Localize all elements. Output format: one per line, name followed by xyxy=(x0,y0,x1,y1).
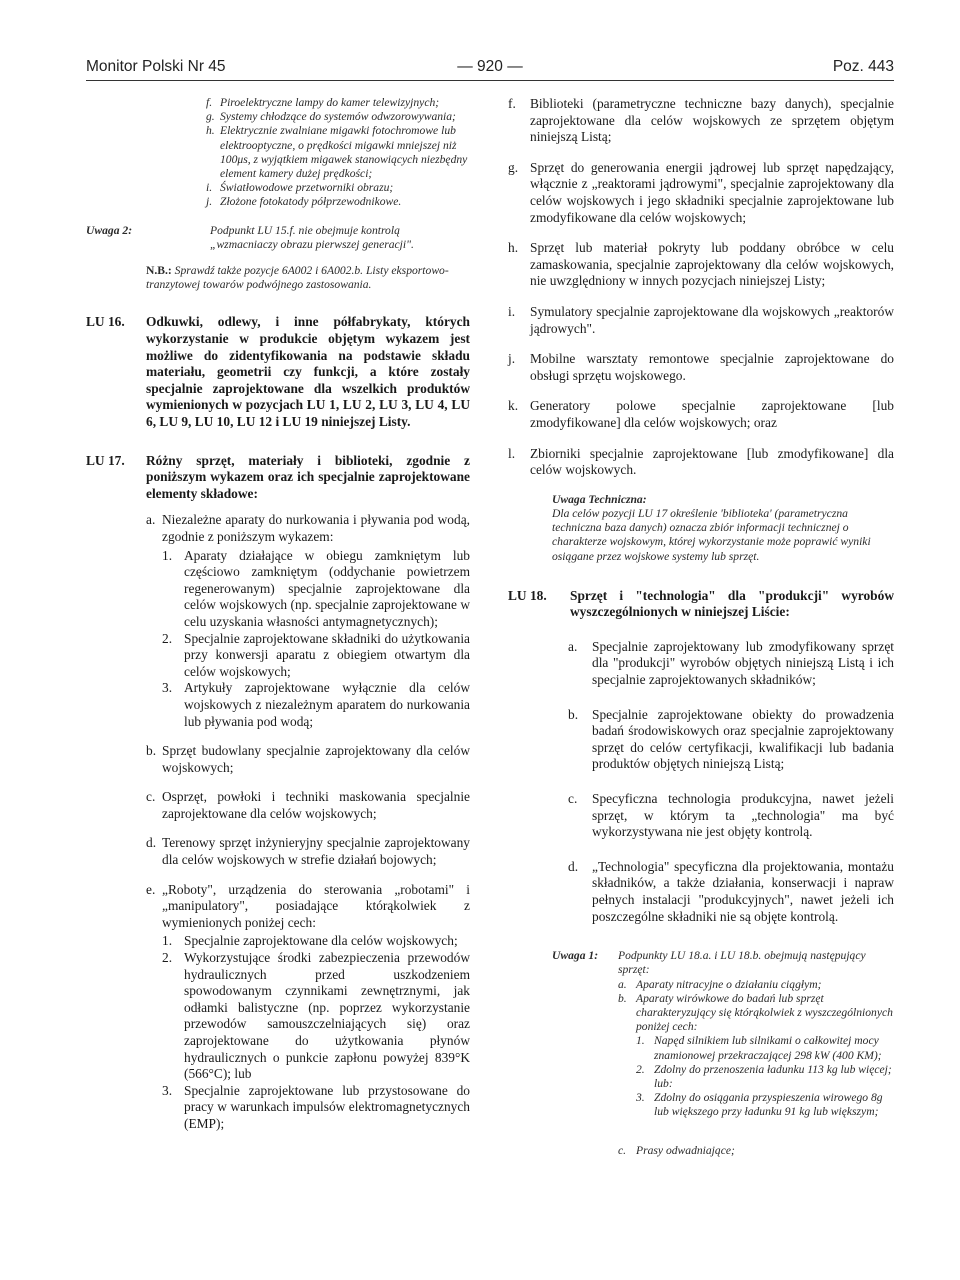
sub-item: 1. Specjalnie zaprojektowane dla celów wojskowych; xyxy=(162,933,458,949)
page-header xyxy=(86,54,894,80)
list-item: c. Osprzęt, powłoki i techniki maskowania specjalnie zaprojektowane dla celów wojskowych; xyxy=(146,789,470,821)
list-item: j. Złożone fotokatody półprzewodnikowe. xyxy=(206,195,402,209)
section-text: Różny sprzęt, materiały i biblioteki, zgodnie z poniższym wykazem oraz ich specjalnie zaprojektowane elementy składowe: xyxy=(146,452,470,501)
section-lu18 xyxy=(508,588,894,621)
list-item: e. „Roboty", urządzenia do sterowania „robotami" i „manipulatory", posiadające którąkolwiek z wymienionych poniżej cech: 1. Specjalnie zaprojektowane dla celów wojskowych; 2. Wykorzystujące środki zabezpieczenia przewodów hydraulicznych przed uszkodzeniem spowodowanym czynnikami zewnętrznymi, jak odłamki balistyczne (np. poprzez wykorzystanie przewodów samouszczelniających się) oraz zaprojektowane do użytkowania płynów hydraulicznych o punkcie zapłonu powyżej 839°K (566°C); lub 3. Specjalnie zaprojektowane lub przystosowane do pracy w warunkach impulsów elektromagnetycznych (EMP); xyxy=(146,881,470,1131)
list-item: i. Światłowodowe przetworniki obrazu; xyxy=(206,181,394,195)
publication-title: Monitor Polski Nr 45 xyxy=(86,58,226,75)
list-item: h. Sprzęt lub materiał pokryty lub poddany obróbce w celu zamaskowania, specjalnie zaprojektowany dla celów wojskowych, nie uwzględniony w innych pozycjach niniejszej Listy; xyxy=(508,240,894,289)
list-item: i. Symulatory specjalnie zaprojektowane dla wojskowych „reaktorów jądrowych". xyxy=(508,303,894,336)
sub-item: 2. Zdolny do przenoszenia ładunku 113 kg lub więcej; lub: xyxy=(636,1062,892,1091)
list-item: g. Sprzęt do generowania energii jądrowej lub sprzęt napędzający, włącznie z „reaktorami jądrowymi", specjalnie zaprojektowany dla celów wojskowych i jego składniki specjalnie zaprojektowane lub zmodyfikowane dla celów wojskowych; xyxy=(508,159,894,225)
intro-list xyxy=(86,96,470,210)
section-code: LU 17. xyxy=(86,452,125,468)
section-lu16 xyxy=(86,314,470,430)
nb-label: N.B.: xyxy=(146,264,172,278)
sub-item: c. Prasy odwadniające; xyxy=(618,1143,735,1157)
note-label: Uwaga 2: xyxy=(86,223,133,237)
sub-item: 3. Zdolny do osiągania przyspieszenia wirowego 8g lub większego przy ładunku 91 kg lub większym; xyxy=(636,1091,883,1119)
sub-list xyxy=(162,933,470,1132)
section-code: LU 16. xyxy=(86,314,125,330)
nb-text: Sprawdź także pozycje 6A002 i 6A002.b. Listy eksportowo-tranzytowej towarów podwójnego zastosowania. xyxy=(146,264,449,292)
section-text: Sprzęt i "technologia" dla "produkcji" wyrobów wyszczególnionych w niniejszej Liście: xyxy=(570,587,894,620)
header-rule xyxy=(86,80,894,81)
page-number: — 920 — xyxy=(457,58,523,75)
list-item: h. Elektrycznie zwalniane migawki fotochromowe lub elektrooptyczne, o prędkości migawki mniejszej niż 100μs, z wyjątkiem migawek stanowiących niezbędny element kamery dużej prędkości; xyxy=(206,124,468,181)
list-item: l. Zbiorniki specjalnie zaprojektowane [lub zmodyfikowane] dla celów wojskowych. xyxy=(508,445,894,478)
right-column xyxy=(508,96,894,1158)
sub-list xyxy=(618,1034,894,1119)
nb-note xyxy=(86,264,470,292)
list-item: b. Specjalnie zaprojektowane obiekty do prowadzenia badań środowiskowych oraz specjalnie zaprojektowany sprzęt do celów certyfikacji, kwalifikacji lub badania produktów objętych niniejszą Listą; xyxy=(568,706,894,772)
list-item: f. Piroelektryczne lampy do kamer telewizyjnych; xyxy=(206,96,440,109)
left-column xyxy=(86,96,470,1146)
sub-item: 2. Specjalnie zaprojektowane składniki do użytkowania przy konwersji aparatu z obiegiem otwartym dla celów wojskowych; xyxy=(162,630,470,679)
sub-item: b. Aparaty wirówkowe do badań lub sprzęt charakteryzujący się którąkolwiek z wyszczególnionych poniżej cech: xyxy=(618,991,893,1034)
list-item: g. Systemy chłodzące do systemów odwzorowywania; xyxy=(206,110,456,124)
lu18-items xyxy=(508,639,894,925)
list-item: c. Specyficzna technologia produkcyjna, nawet jeżeli sprzęt, w którym ta „technologia" ma być wykorzystywana nie jest objęty kontrolą. xyxy=(568,791,894,840)
list-item: d. „Technologia" specyficzna dla projektowania, montażu składników, a także działania, konserwacji i napraw pełnych instalacji "produkcyjnych", nawet jeżeli ich poszczególne składniki nie są objęte kontrolą. xyxy=(568,858,894,924)
list-item: d. Terenowy sprzęt inżynieryjny specjalnie zaprojektowany dla celów wojskowych w strefie działań bojowych; xyxy=(146,835,470,868)
note-label: Uwaga 1: xyxy=(552,949,599,963)
list-item: a. Niezależne aparaty do nurkowania i pływania pod wodą, zgodnie z poniższym wykazem: 1. Aparaty działające w obiegu zamkniętym lub częściowo zamkniętym (oddychanie powietrzem regenerowanym) specjalnie zaprojektowane dla celów wojskowych (np. specjalnie zaprojektowane w celu uzyskania własności antymagnetycznych); 2. Specjalnie zaprojektowane składniki do użytkowania przy konwersji aparatu z obiegiem otwartym dla celów wojskowych; 3. Artykuły zaprojektowane wyłącznie dla celów wojskowych z niezależnym aparatem do nurkowania lub pływania pod wodą; xyxy=(146,512,470,729)
section-lu17 xyxy=(86,453,470,503)
lu17-items xyxy=(86,512,470,1132)
section-text: Odkuwki, odlewy, i inne półfabrykaty, których wykorzystanie w produkcie objętym wykazem jest możliwe do zidentyfikowania na podstawie składu materiału, geometrii czy funkcji, a które zostały specjalnie zaprojektowane dla wszelkich produktów wymienionych w pozycjach LU 1, LU 2, LU 3, LU 4, LU 6, LU 9, LU 10, LU 12 i LU 19 niniejszej Listy. xyxy=(146,314,470,429)
technical-note-text: Dla celów pozycji LU 17 określenie 'biblioteka' (parametryczna techniczna baza danych) oznacza zbiór informacji technicznej o charakterze wojskowym, której wykorzystanie może poprawić wyniki osiągane przez wojskowe systemy lub sprzęt. xyxy=(552,506,871,563)
lu17-items-continued xyxy=(508,96,894,479)
list-item: b. Sprzęt budowlany specjalnie zaprojektowany dla celów wojskowych; xyxy=(146,743,470,775)
list-item: j. Mobilne warsztaty remontowe specjalnie zaprojektowane do obsługi sprzętu wojskowego. xyxy=(508,351,894,383)
sub-list xyxy=(162,548,470,731)
sub-item: 1. Napęd silnikiem lub silnikami o całkowitej mocy znamionowej przekraczającej 298 kW (400 KM); xyxy=(636,1034,882,1062)
sub-item: 2. Wykorzystujące środki zabezpieczenia przewodów hydraulicznych przed uszkodzeniem spowodowanym czynnikami zewnętrznymi, jak odłamki balistyczne (np. poprzez wykorzystanie przewodów samouszczelniających się) oraz zaprojektowane do użytkowania płynów hydraulicznych o punkcie zapłonu powyżej 839°K (566°C); lub xyxy=(162,950,470,1082)
sub-item: a. Aparaty nitracyjne o działaniu ciągłym; xyxy=(618,977,822,991)
sub-item: 3. Artykuły zaprojektowane wyłącznie dla celów wojskowych z niezależnym aparatem do nurkowania lub pływania pod wodą; xyxy=(162,680,470,729)
section-code: LU 18. xyxy=(508,587,547,603)
uwaga-2-note xyxy=(86,224,470,252)
technical-note xyxy=(508,493,894,564)
list-item: a. Specjalnie zaprojektowany lub zmodyfikowany sprzęt dla "produkcji" wyrobów objętych niniejszą Listą i ich specjalnie zaprojektowanych składników; xyxy=(568,638,894,688)
note-text: Podpunkt LU 15.f. nie obejmuje kontrolą „wzmacniaczy obrazu pierwszej generacji". xyxy=(210,223,414,251)
technical-note-label: Uwaga Techniczna: xyxy=(552,492,647,506)
note-text: Podpunkty LU 18.a. i LU 18.b. obejmują następujący sprzęt: xyxy=(618,949,866,977)
list-item: f. Biblioteki (parametryczne techniczne bazy danych), specjalnie zaprojektowane dla celów wojskowych ze sprzętem objętym niniejszą Listą; xyxy=(508,96,894,145)
position-number: Poz. 443 xyxy=(832,58,894,75)
uwaga-1-note xyxy=(508,949,894,1158)
sub-item: 1. Aparaty działające w obiegu zamkniętym lub częściowo zamkniętym (oddychanie powietrzem regenerowanym) specjalnie zaprojektowane dla celów wojskowych (np. specjalnie zaprojektowane w celu uzyskania własności antymagnetycznych); xyxy=(162,547,470,629)
list-item: k. Generatory polowe specjalnie zaprojektowane [lub zmodyfikowane] dla celów wojskowych; oraz xyxy=(508,398,894,430)
note-body xyxy=(618,949,894,1158)
sub-item: 3. Specjalnie zaprojektowane lub przystosowane do pracy w warunkach impulsów elektromagnetycznych (EMP); xyxy=(162,1082,470,1131)
